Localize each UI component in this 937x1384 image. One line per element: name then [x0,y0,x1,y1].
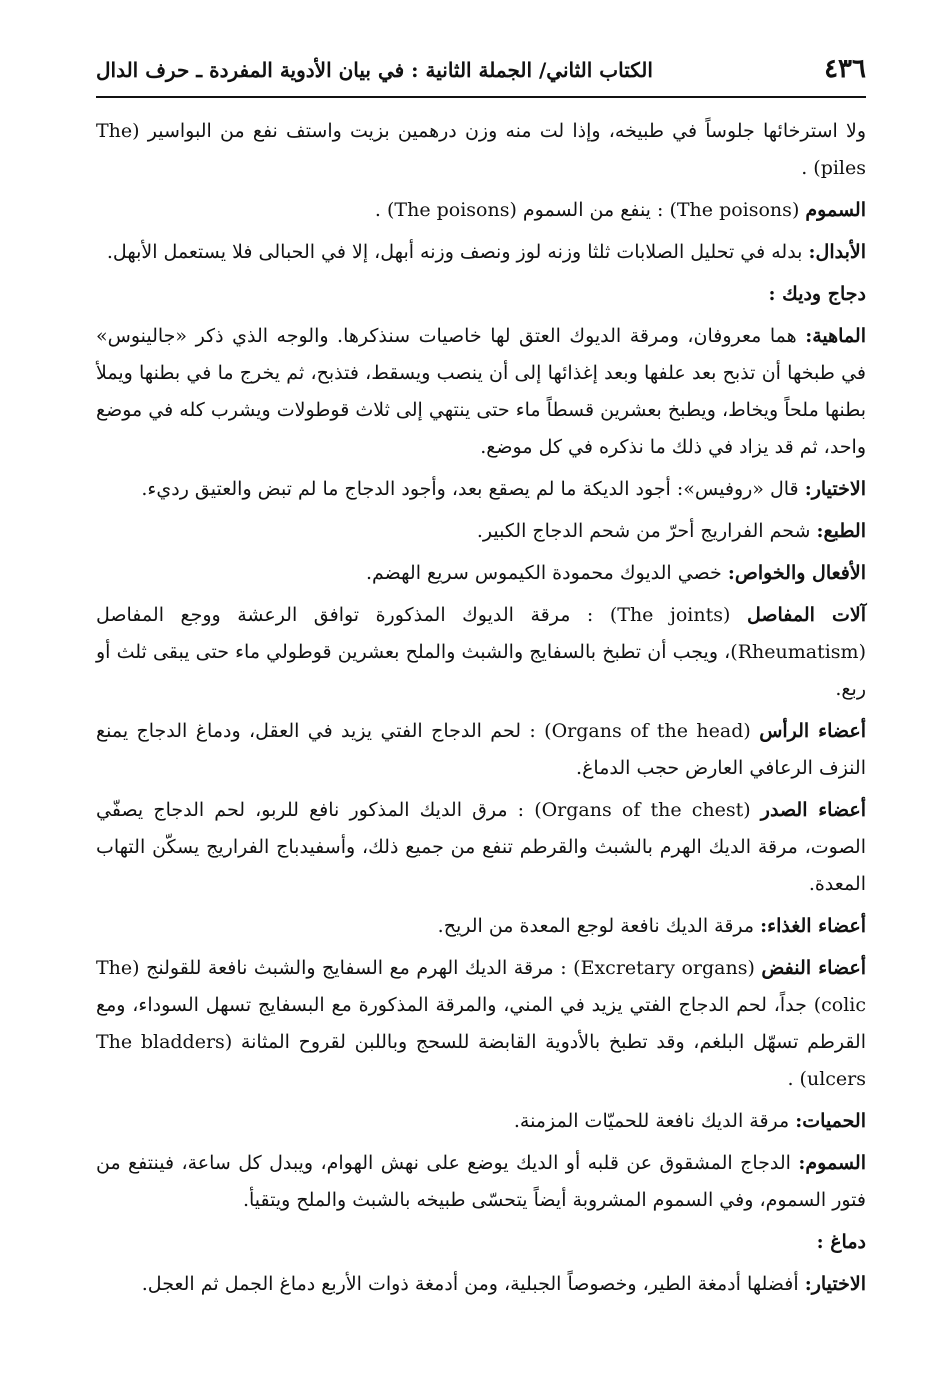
paragraph [96,471,866,508]
paragraph-text: (The joints) : مرقة الديوك المذكورة توافق الرعشة ووجع المفاصل (Rheumatism)، ويجب أن تطبخ بالسفايج والشبث والملح بعشرين قوطولي ماء حتى يبقى ثلث أو ربع. [96,604,866,700]
paragraph-text: شحم الفراريج أحرّ من شحم الدجاج الكبير. [476,520,811,542]
paragraph-text: (Organs of the chest) : مرق الديك المذكور نافع للربو، لحم الدجاج يصفّي الصوت، مرقة الديك الهرم بالشبث والقرطم تنفع من جميع ذلك، وأسفيدباج الفراريج يسكّن التهاب المعدة. [96,799,866,895]
paragraph [96,192,866,229]
paragraph [96,1103,866,1140]
paragraph-text: خصي الديوك محمودة الكيموس سريع الهضم. [365,562,722,584]
paragraph-label: الماهية: [805,325,866,347]
paragraph [96,950,866,1098]
paragraph-text: ولا استرخائها جلوساً في طبيخه، وإذا لت منه وزن درهمين بزيت واستف نفع من البواسير (The piles) . [96,120,866,179]
paragraph-label: آلات المفاصل [746,604,867,626]
paragraph [96,1266,866,1303]
paragraph-label: الاختيار: [804,478,866,500]
paragraph-label: الحميات: [795,1110,866,1132]
paragraph-label: أعضاء الرأس [759,720,866,742]
paragraph [96,792,866,903]
paragraph-text: (Organs of the head) : لحم الدجاج الفتي يزيد في العقل، ودماغ الدجاج يمنع النزف الرعافي العارض حجب الدماغ. [96,720,866,779]
paragraph [96,908,866,945]
section-heading: دماغ : [816,1231,866,1253]
paragraph-label: الأفعال والخواص: [727,562,866,584]
page-number: ٤٣٦ [824,54,866,84]
paragraph [96,513,866,550]
page-body [96,113,866,1308]
paragraph-label: الأبدال: [808,241,866,263]
paragraph-label: الاختيار: [804,1273,866,1295]
paragraph-text: قال «روفيس»: أجود الديكة ما لم يصقع بعد، وأجود الدجاج ما لم تبض والعتيق رديء. [141,478,799,500]
paragraph-text: مرقة الديك نافعة للحميّات المزمنة. [513,1110,790,1132]
running-title: الكتاب الثاني/ الجملة الثانية : في بيان الأدوية المفردة ـ حرف الدال [96,58,653,82]
header-rule [96,96,866,98]
paragraph [96,318,866,466]
paragraph [96,713,866,787]
paragraph-label: السموم: [798,1152,866,1174]
paragraph-text: هما معروفان، ومرقة الديوك العتق لها خاصيات سنذكرها. والوجه الذي ذكر «جالينوس» في طبخها أن تذبح بعد علفها وبعد إغذائها إلى أن ينصب ويسقط، فتذبح، ثم يخرج ما في بطنها ويملأ بطنها ملحاً ويخاط، ويطبخ بعشرين قسطاً ماء حتى ينتهي إلى ثلاث قوطولات ويشرب كله في موضع واحد، ثم قد يزاد في ذلك ما نذكره في كل موضع. [96,325,866,458]
paragraph-label: أعضاء النفض [761,957,867,979]
paragraph-label: أعضاء الصدر [760,799,867,821]
paragraph-label: أعضاء الغذاء: [760,915,866,937]
paragraph-text: مرقة الديك نافعة لوجع المعدة من الريح. [437,915,755,937]
paragraph-text: أفضلها أدمغة الطير، وخصوصاً الجبلية، ومن أدمغة ذوات الأربع دماغ الجمل ثم العجل. [141,1273,799,1295]
paragraph-label: السموم [805,199,866,221]
paragraph [96,113,866,187]
paragraph-text: (The poisons) : ينفع من السموم (The poisons) . [374,199,800,221]
paragraph [96,597,866,708]
paragraph [96,234,866,271]
paragraph-text: الدجاج المشقوق عن قلبه أو الديك يوضع على نهش الهوام، ويبدل كل ساعة، فينتفع من فتور السموم، وفي السموم المشروبة أيضاً يتحسّى طبيخه بالشبث والملح ويتقيأ. [96,1152,866,1211]
paragraph [96,1145,866,1219]
page-header [96,44,866,94]
section-heading: دجاج وديك : [768,283,866,305]
paragraph [96,555,866,592]
paragraph-label: الطبع: [816,520,866,542]
paragraph-text: بدله في تحليل الصلابات ثلثا وزنه لوز ونصف وزنه أبهل، إلا في الحبالى فلا يستعمل الأبهل. [106,241,803,263]
paragraph-text: (Excretary organs) : مرقة الديك الهرم مع السفايج والشبث نافعة للقولنج (The colic) جداً، لحم الدجاج الفتي يزيد في المني، والمرقة المذكورة مع البسفايج تسهل السوداء، ومع القرطم تسهّل البلغم، وقد تطبخ بالأدوية القابضة للسحج وباللبن لقروح المثانة (The bladders ulcers) . [96,957,867,1090]
